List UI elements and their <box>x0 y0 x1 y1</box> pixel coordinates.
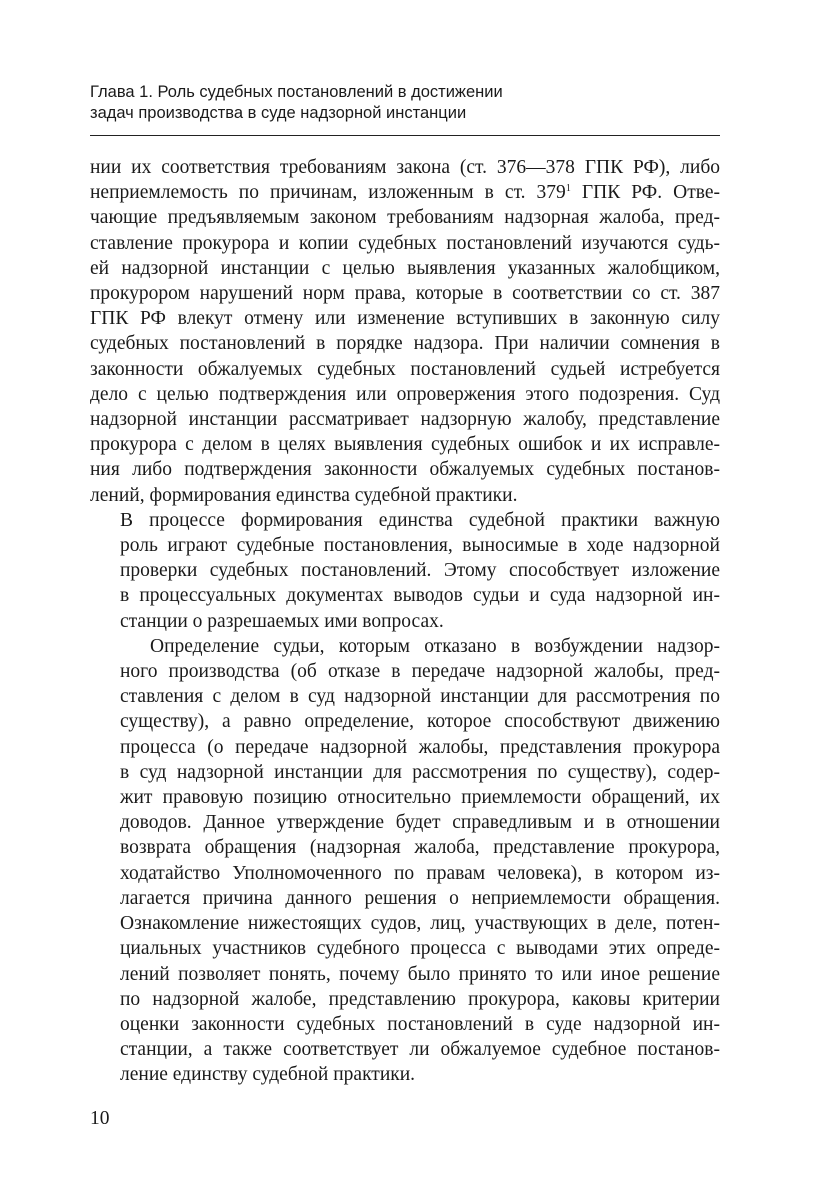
text-line: в суд надзорной инстанции для рассмотрения по существу), содер- <box>120 761 720 783</box>
header-divider <box>90 135 720 136</box>
paragraph-1 <box>90 155 720 508</box>
text-line: циальных участников судебного процесса с выводами этих опреде- <box>120 938 720 960</box>
text-line: проверки судебных постановлений. Этому способствует изложение <box>120 560 720 582</box>
text-line: нии их соответствия требованиям закона (ст. 376—378 ГПК РФ), либо <box>90 157 720 178</box>
text-line: ление единству судебной практики. <box>120 1064 416 1086</box>
text-line: В процессе формирования единства судебной практики важную <box>120 509 720 531</box>
text-line: станции о разрешаемых ими вопросах. <box>120 610 444 632</box>
text-line: процесса (о передаче надзорной жалобы, представления прокурора <box>120 736 720 758</box>
superscript-index: 1 <box>565 183 571 195</box>
text-line-with-footnote <box>90 180 720 205</box>
text-line: лений, формирования единства судебной практики. <box>90 484 518 506</box>
text-segment: неприемлемость по причинам, изложенным в ст. 379 <box>90 182 566 204</box>
text-line: прокурора с делом в целях выявления судебных ошибок и их исправле- <box>90 434 720 456</box>
text-line: судебных постановлений в порядке надзора. При наличии сомнения в <box>90 333 720 355</box>
text-line: роль играют судебные постановления, выносимые в ходе надзорной <box>120 535 720 557</box>
body-text <box>90 155 720 1088</box>
paragraph-2 <box>90 508 720 634</box>
text-line: прокурором нарушений норм права, которые в соответствии со ст. 387 <box>90 283 720 305</box>
page-number: 10 <box>90 1108 110 1129</box>
text-line: ного производства (об отказе в передаче надзорной жалобы, пред- <box>120 661 720 683</box>
text-line: доводов. Данное утверждение будет справедливым и в отношении <box>120 812 720 834</box>
text-line: жит правовую позицию относительно приемлемости обращений, их <box>120 787 720 809</box>
text-line: ставления с делом в суд надзорной инстанции для рассмотрения по <box>120 686 720 708</box>
text-line: дело с целью подтверждения или опровержения этого подозрения. Суд <box>90 383 720 405</box>
text-line: лений позволяет понять, почему было принято то или иное решение <box>120 963 720 985</box>
text-line: ставление прокурора и копии судебных постановлений изучаются судь- <box>90 232 720 254</box>
text-line: по надзорной жалобе, представлению прокурора, каковы критерии <box>120 988 720 1010</box>
running-head-line-2: задач производства в суде надзорной инстанции <box>90 104 467 122</box>
text-line: надзорной инстанции рассматривает надзорную жалобу, представление <box>90 409 720 431</box>
text-line: ей надзорной инстанции с целью выявления указанных жалобщиком, <box>90 257 720 279</box>
text-line: лагается причина данного решения о неприемлемости обращения. <box>120 887 720 909</box>
text-line: чающие предъявляемым законом требованиям надзорная жалоба, пред- <box>90 207 720 229</box>
text-line: ГПК РФ влекут отмену или изменение вступивших в законную силу <box>90 308 720 330</box>
text-line: в процессуальных документах выводов судьи и суда надзорной ин- <box>120 585 720 607</box>
text-line: возврата обращения (надзорная жалоба, представление прокурора, <box>120 837 720 859</box>
text-line: оценки законности судебных постановлений в суде надзорной ин- <box>120 1013 720 1035</box>
text-segment: ГПК РФ. Отве- <box>570 182 720 204</box>
text-line: Определение судьи, которым отказано в возбуждении надзор- <box>150 635 720 657</box>
text-line: существу), а равно определение, которое способствуют движению <box>120 711 720 733</box>
text-line: Ознакомление нижестоящих судов, лиц, участвующих в деле, потен- <box>120 913 720 935</box>
running-head-line-1: Глава 1. Роль судебных постановлений в достижении <box>90 83 503 101</box>
paragraph-3 <box>90 634 720 1088</box>
text-line: ходатайство Уполномоченного по правам человека), в котором из- <box>120 862 720 884</box>
text-line: станции, а также соответствует ли обжалуемое судебное постанов- <box>120 1039 720 1061</box>
text-line: ния либо подтверждения законности обжалуемых судебных постанов- <box>90 459 720 481</box>
text-line: законности обжалуемых судебных постановлений судьей истребуется <box>90 358 720 380</box>
running-head <box>90 82 720 124</box>
